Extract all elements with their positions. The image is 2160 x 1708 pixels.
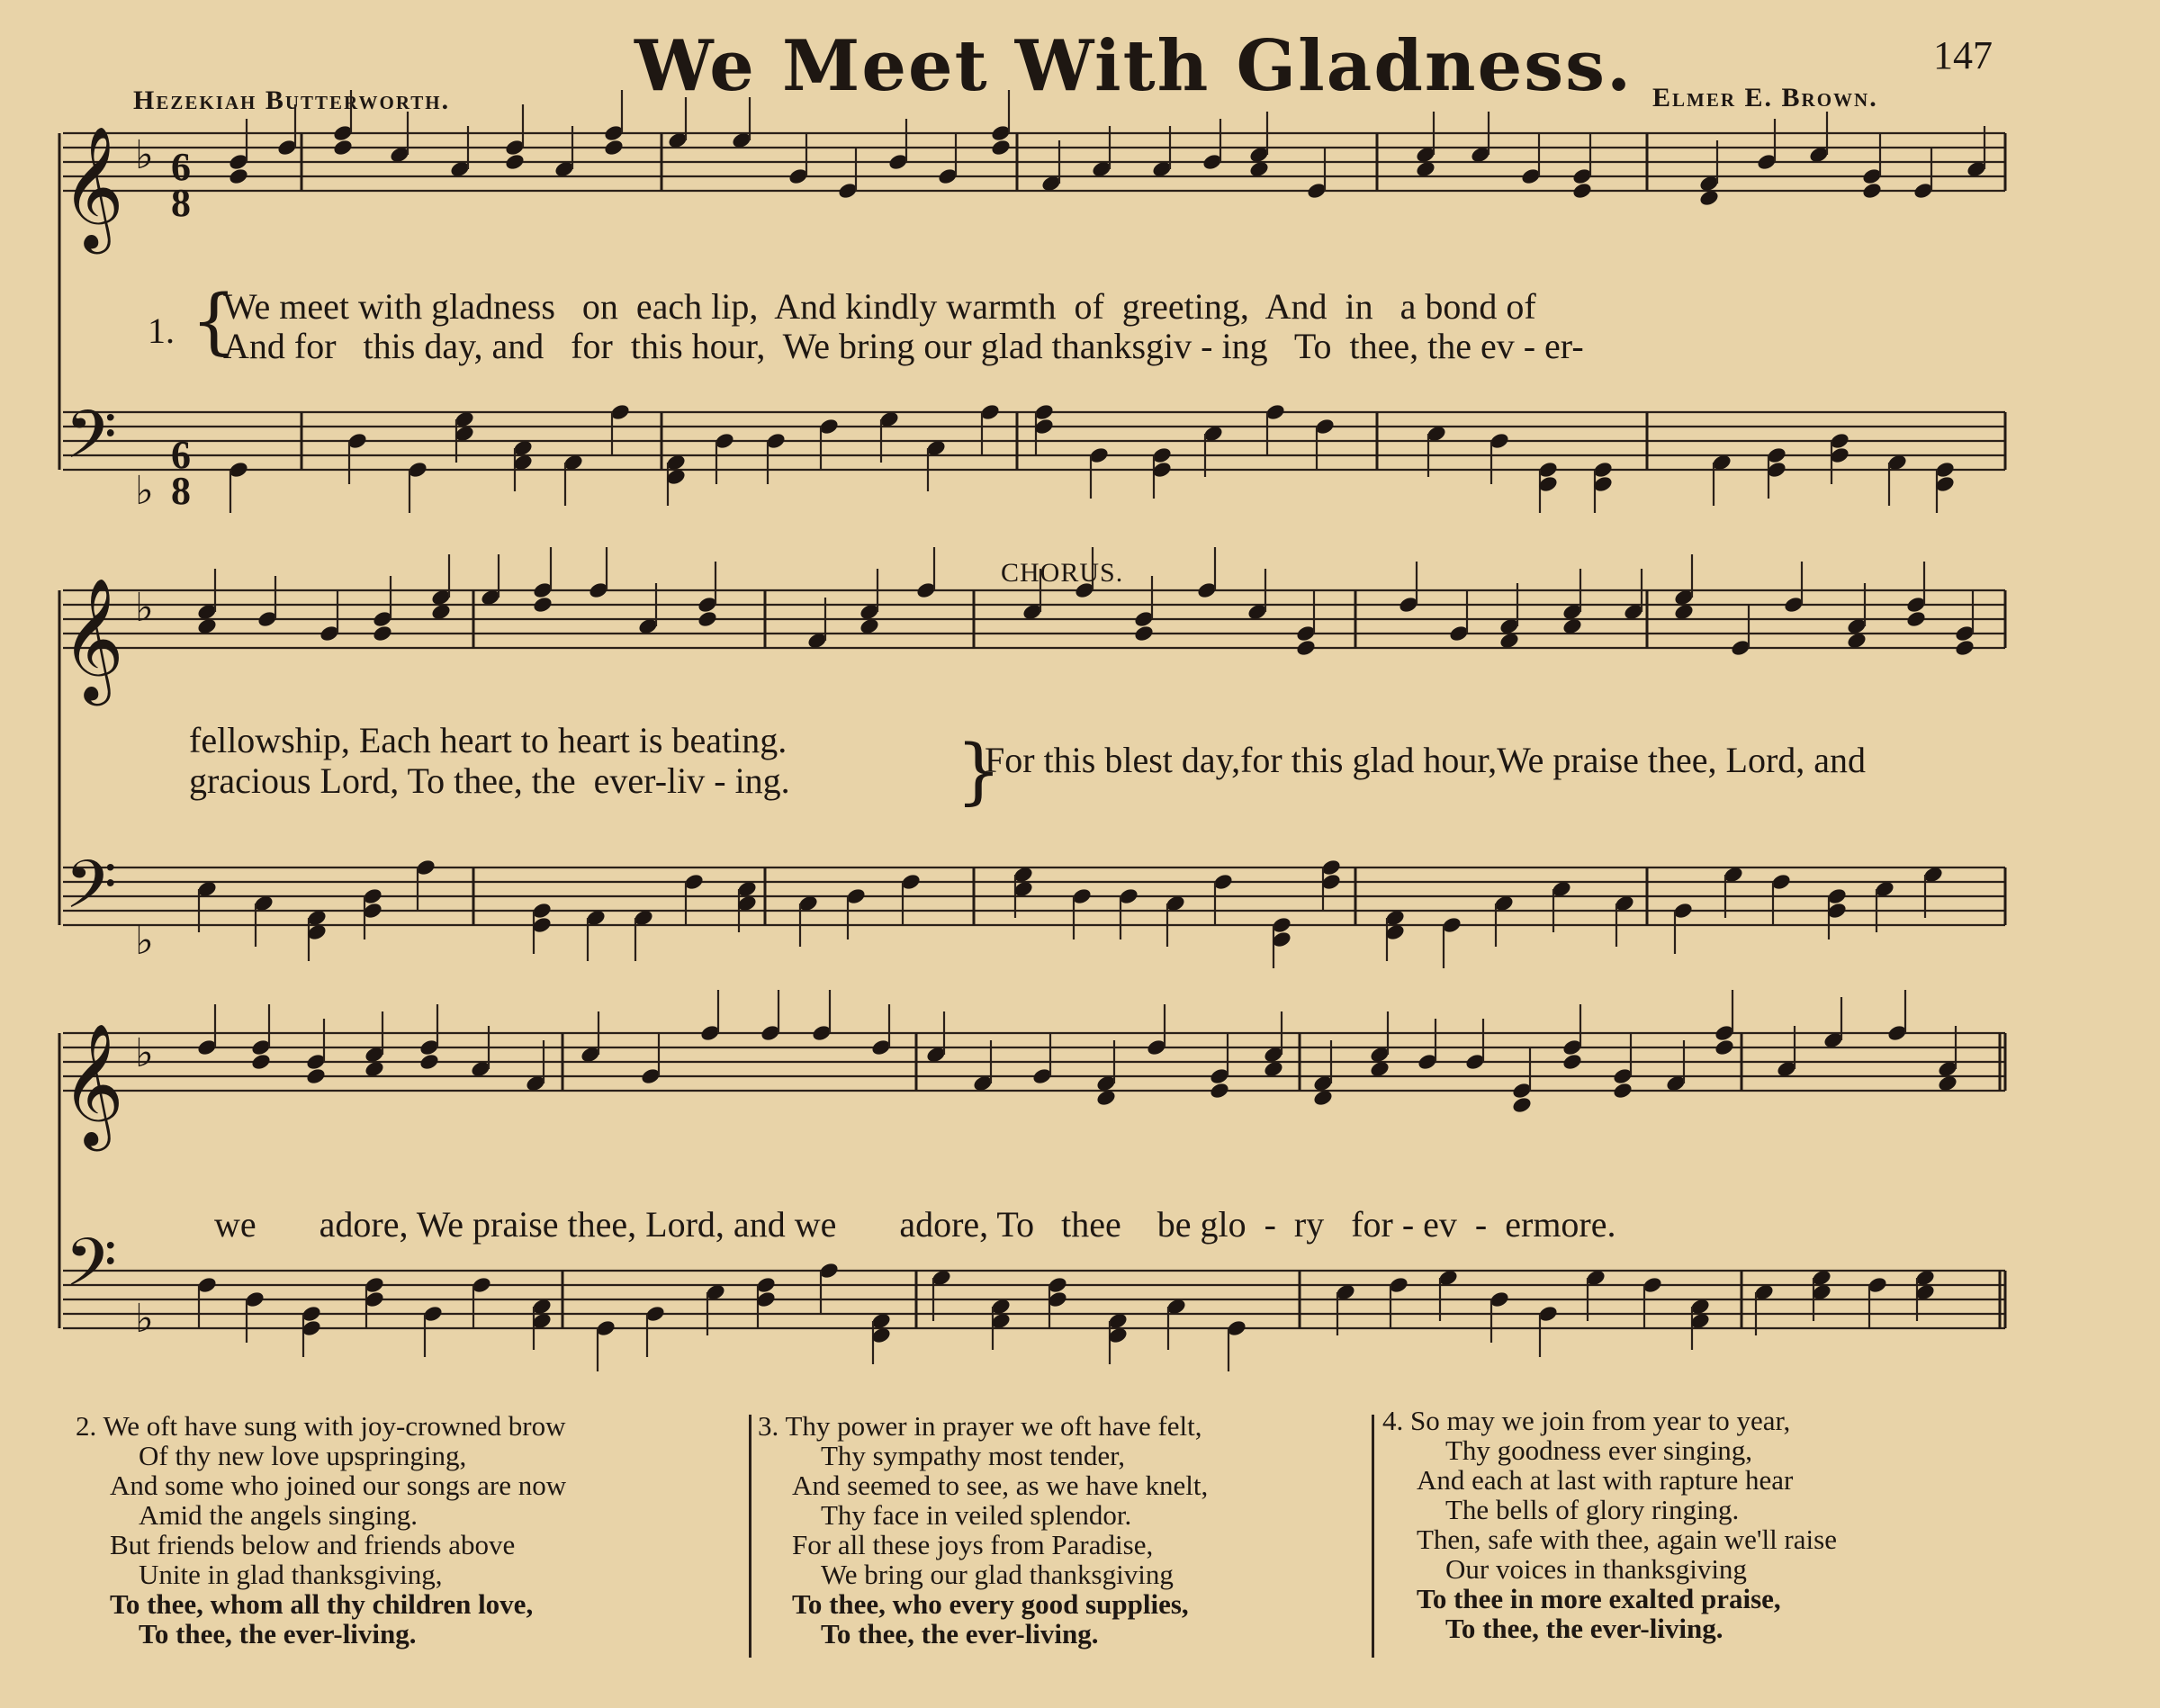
key-signature-flat-icon: ♭ xyxy=(135,1297,154,1341)
note-head xyxy=(1511,1095,1533,1114)
note-head xyxy=(603,138,625,157)
verse-line: 3. Thy power in prayer we oft have felt, xyxy=(758,1410,1202,1442)
verse-line: We bring our glad thanksgiving xyxy=(821,1559,1174,1590)
key-signature-flat-icon: ♭ xyxy=(135,919,154,963)
composer-credit: Elmer E. Brown. xyxy=(1652,83,1878,112)
system3-lyrics: we adore, We praise thee, Lord, and we adore, To thee be glo - ry for - ev - ermore. xyxy=(214,1204,1616,1245)
verse-line: Thy goodness ever singing, xyxy=(1445,1434,1752,1466)
bass-clef-icon: 𝄢 xyxy=(65,1224,117,1318)
chorus-label: CHORUS. xyxy=(1001,558,1124,588)
verse-line: Then, safe with thee, again we'll raise xyxy=(1417,1524,1837,1555)
system1-lyrics-line2: And for this day, and for this hour, We bring our glad thanksgiv - ing To thee, the ev - er- xyxy=(223,326,1584,366)
note-head xyxy=(1714,1038,1735,1056)
note-head xyxy=(372,624,393,643)
verse-divider xyxy=(1372,1415,1374,1658)
key-signature-flat-icon: ♭ xyxy=(135,586,154,630)
verse-line: To thee, the ever-living. xyxy=(1445,1613,1724,1644)
time-sig-top-treble: 6 xyxy=(171,145,191,189)
verse-divider xyxy=(749,1415,752,1658)
note-head xyxy=(418,1052,440,1071)
verse-line: Of thy new love upspringing, xyxy=(139,1440,467,1471)
treble-clef-icon: 𝄞 xyxy=(61,1021,124,1146)
verse-line: Amid the angels singing. xyxy=(139,1499,418,1531)
verse-line: 4. So may we join from year to year, xyxy=(1382,1405,1791,1436)
verse-line: For all these joys from Paradise, xyxy=(792,1529,1154,1560)
key-signature-flat-icon: ♭ xyxy=(135,1031,154,1075)
note-head xyxy=(1295,638,1317,657)
note-head xyxy=(1954,638,1976,657)
treble-clef-icon: 𝄞 xyxy=(61,124,124,248)
note-head xyxy=(228,166,249,185)
verse-4 xyxy=(1382,1406,1837,1643)
hymn-title: We Meet With Gladness. xyxy=(634,25,1634,107)
chorus-lyrics: For this blest day,for this glad hour,We praise thee, Lord, and xyxy=(985,740,1867,780)
note-head xyxy=(250,1052,272,1071)
verse-line: And seemed to see, as we have knelt, xyxy=(792,1470,1209,1501)
verse-line: Unite in glad thanksgiving, xyxy=(139,1559,443,1590)
verse-line: And some who joined our songs are now xyxy=(110,1470,567,1501)
system2-lyrics-line2: gracious Lord, To thee, the ever-liv - ing. xyxy=(189,760,790,801)
note-head xyxy=(1905,609,1927,628)
verse-line: And each at last with rapture hear xyxy=(1417,1464,1794,1496)
note-head xyxy=(532,595,554,614)
verse-3 xyxy=(758,1411,1208,1649)
note-head xyxy=(1133,624,1155,643)
verse-line: To thee, the ever-living. xyxy=(139,1618,417,1650)
bass-clef-icon: 𝄢 xyxy=(65,846,117,940)
lyric-brace-icon: } xyxy=(956,729,1002,813)
lyric-brace-icon: { xyxy=(191,279,237,363)
verse-line: To thee, whom all thy children love, xyxy=(110,1588,534,1620)
key-signature-flat-icon: ♭ xyxy=(135,469,154,513)
note-head xyxy=(1562,1052,1583,1071)
verse-line: To thee, the ever-living. xyxy=(821,1618,1099,1650)
verse-line: Thy sympathy most tender, xyxy=(821,1440,1125,1471)
note-head xyxy=(1209,1081,1230,1100)
note-head xyxy=(1612,1081,1634,1100)
verse-line: 2. We oft have sung with joy-crowned brow xyxy=(76,1410,566,1442)
note-head xyxy=(990,138,1012,157)
verse-line: To thee in more exalted praise, xyxy=(1417,1583,1781,1614)
note-head xyxy=(504,152,526,171)
note-head xyxy=(332,138,354,157)
page-number: 147 xyxy=(1933,33,1993,77)
verse-line: The bells of glory ringing. xyxy=(1445,1494,1740,1525)
time-sig-top-bass: 6 xyxy=(171,433,191,477)
system2-lyrics-line1: fellowship, Each heart to heart is beating. xyxy=(189,720,788,760)
note-head xyxy=(697,609,718,628)
time-sig-bottom-treble: 8 xyxy=(171,181,191,225)
system1-lyrics-line1: We meet with gladness on each lip, And kindly warmth of greeting, And in a bond of xyxy=(223,286,1536,327)
note-head xyxy=(1861,181,1883,200)
bass-clef-icon: 𝄢 xyxy=(65,396,117,490)
verse-line: But friends below and friends above xyxy=(110,1529,516,1560)
key-signature-flat-icon: ♭ xyxy=(135,133,154,177)
time-sig-bottom-bass: 8 xyxy=(171,469,191,513)
note-head xyxy=(305,1066,327,1085)
verse-line: To thee, who every good supplies, xyxy=(792,1588,1189,1620)
verse-number: 1. xyxy=(148,310,175,351)
treble-clef-icon: 𝄞 xyxy=(61,576,124,700)
verse-2 xyxy=(76,1411,566,1649)
verse-line: Thy face in veiled splendor. xyxy=(821,1499,1132,1531)
verse-line: Our voices in thanksgiving xyxy=(1445,1553,1747,1585)
lyricist-credit: Hezekiah Butterworth. xyxy=(133,85,451,115)
note-head xyxy=(1571,181,1593,200)
